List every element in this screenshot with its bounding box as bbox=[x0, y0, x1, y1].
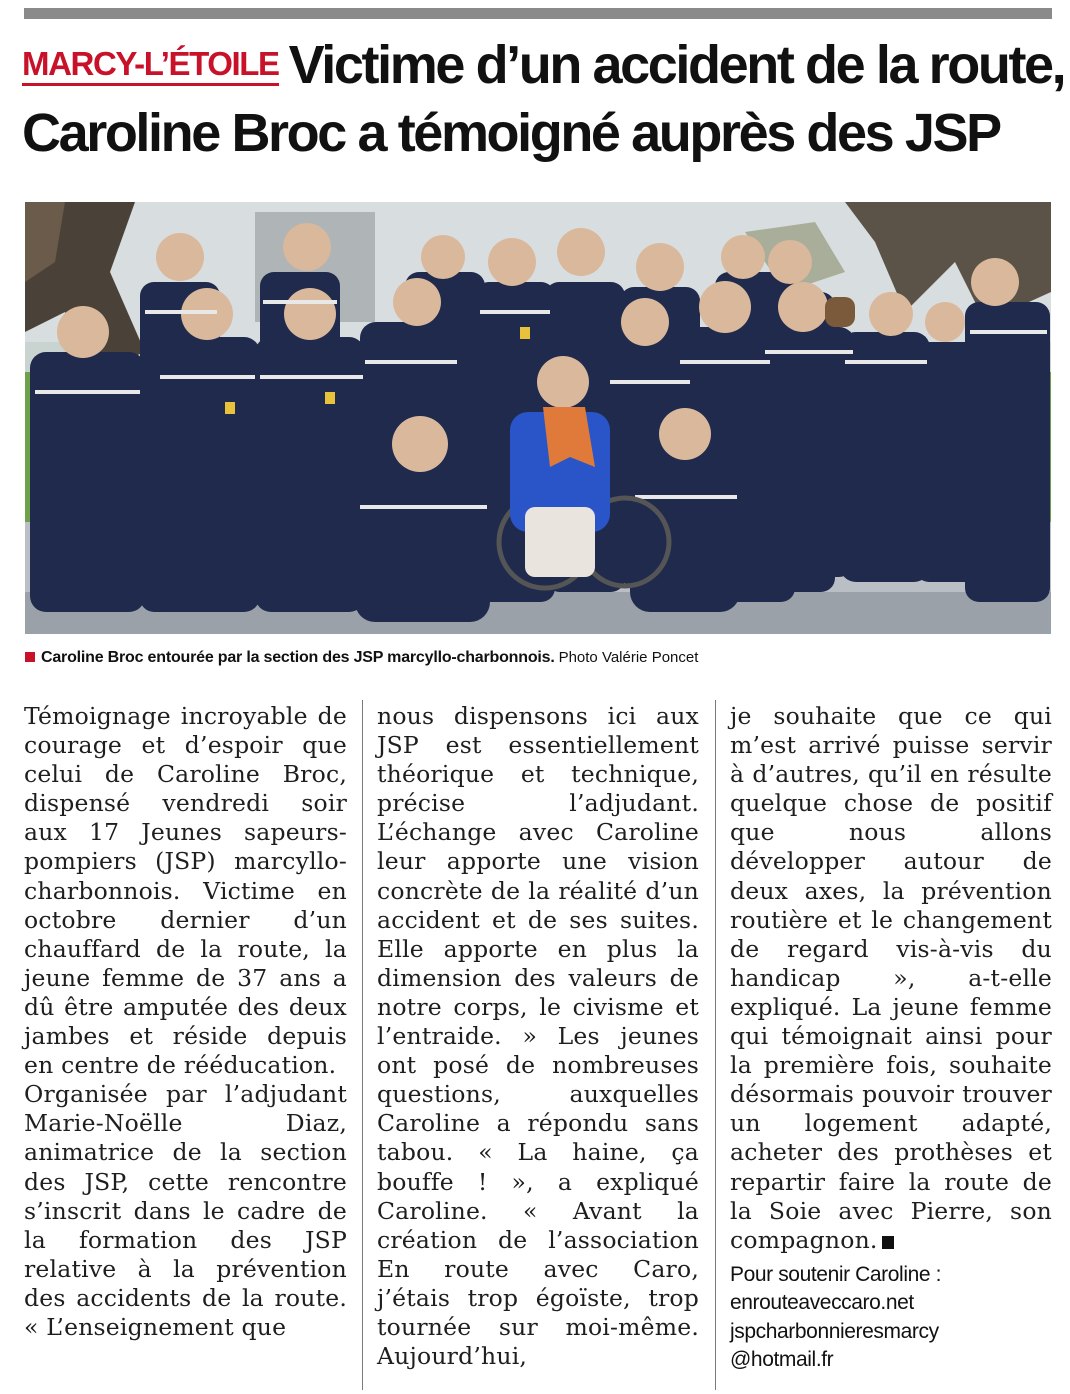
headline bbox=[22, 34, 1065, 163]
end-of-article-icon bbox=[882, 1236, 894, 1249]
top-rule bbox=[24, 8, 1052, 19]
article-paragraph: Organisée par l’adjudant Marie-Noëlle Diaz, animatrice de la section des JSP, cette rencontre s’inscrit dans le cadre de la formation des JSP relative à la prévention des accidents de la route. « L’enseignement que bbox=[24, 1080, 347, 1341]
article-column-1 bbox=[24, 702, 347, 1342]
kicker-location: MARCY-L’ÉTOILE bbox=[22, 47, 279, 86]
caption-text: Caroline Broc entourée par la section des JSP marcyllo-charbonnois. bbox=[41, 649, 555, 666]
column-rule bbox=[362, 700, 363, 1390]
article-column-2 bbox=[377, 702, 699, 1371]
support-label: Pour soutenir Caroline : bbox=[730, 1262, 942, 1286]
group-photo bbox=[25, 202, 1051, 634]
headline-line-1: Victime d’un accident de la route, bbox=[288, 35, 1065, 95]
photo-caption bbox=[25, 649, 1055, 667]
support-info bbox=[730, 1261, 1052, 1375]
caption-square-icon bbox=[25, 652, 35, 662]
photo-credit: Photo Valérie Poncet bbox=[558, 649, 699, 666]
article-paragraph: je souhaite que ce qui m’est arrivé puisse servir à d’autres, qu’il en résulte quelque chose de positif que nous allons développer autour de deux axes, la prévention routière et le changement de regard vis-à-vis du handicap », a-t-elle expliqué. La jeune femme qui témoignait ainsi pour la première fois, souhaite désormais pouvoir trouver un logement adapté, acheter des prothèses et repartir faire la route de la Soie avec Pierre, son compagnon. bbox=[730, 702, 1052, 1254]
headline-line-2: Caroline Broc a témoigné auprès des JSP bbox=[22, 103, 1000, 163]
column-rule bbox=[715, 700, 716, 1390]
article-paragraph: Témoignage incroyable de courage et d’espoir que celui de Caroline Broc, dispensé vendredi soir aux 17 Jeunes sapeurs-pompiers (JSP) marcyllo-charbonnois. Victime en octobre dernier d’un chauffard de la route, la jeune femme de 37 ans a dû être amputée des deux jambes et réside depuis en centre de rééducation. bbox=[24, 702, 347, 1080]
support-website-link[interactable]: enrouteaveccaro.net bbox=[730, 1291, 914, 1315]
support-email-user[interactable]: jspcharbonnieresmarcy bbox=[730, 1319, 939, 1343]
article-column-3 bbox=[730, 702, 1052, 1375]
support-email-domain[interactable]: @hotmail.fr bbox=[730, 1348, 834, 1372]
article-paragraph: nous dispensons ici aux JSP est essentiellement théorique et technique, précise l’adjudant. L’échange avec Caroline leur apporte une vision concrète de la réalité d’un accident et de ses suites. Elle apporte en plus la dimension des valeurs de notre corps, le civisme et l’entraide. » Les jeunes ont posé de nombreuses questions, auxquelles Caroline a répondu sans tabou. « La haine, ça bouffe ! », a expliqué Caroline. « Avant la création de l’association En route avec Caro, j’étais trop égoïste, trop tournée sur moi-même. Aujourd’hui, bbox=[377, 702, 699, 1371]
